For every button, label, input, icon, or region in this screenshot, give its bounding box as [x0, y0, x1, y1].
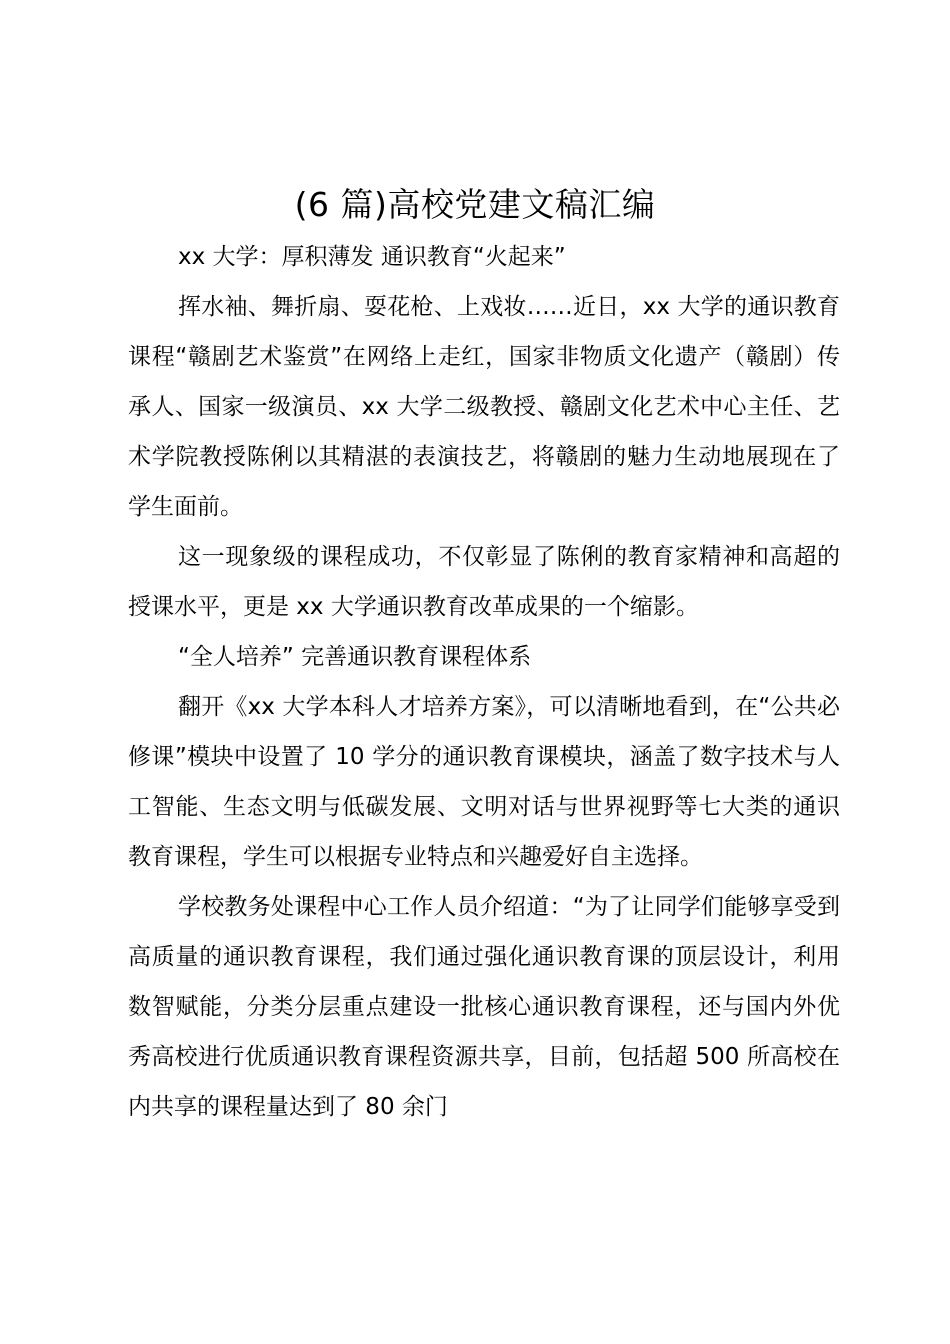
body-paragraph: 学校教务处课程中心工作人员介绍道：“为了让同学们能够享受到高质量的通识教育课程，我们通过强化通识教育课的顶层设计，利用数智赋能，分类分层重点建设一批核心通识教育课程，还与国内外优秀高校进行优质通识教育课程资源共享，目前，包括超 500 所高校在内共享的课程量达到了 80 余门	[128, 894, 840, 1120]
body-paragraph: 这一现象级的课程成功，不仅彰显了陈俐的教育家精神和高超的授课水平，更是 xx 大学通识教育改革成果的一个缩影。	[128, 544, 840, 620]
document-body	[128, 232, 840, 1132]
section-heading: xx 大学：厚积薄发 通识教育“火起来”	[178, 244, 566, 270]
document-title: (6 篇)高校党建文稿汇编	[294, 185, 656, 224]
body-paragraph: 挥水袖、舞折扇、耍花枪、上戏妆……近日，xx 大学的通识教育课程“赣剧艺术鉴赏”在网络上走红，国家非物质文化遗产（赣剧）传承人、国家一级演员、xx 大学二级教授、赣剧文化艺术中心主任、艺术学院教授陈俐以其精湛的表演技艺，将赣剧的魅力生动地展现在了学生面前。	[128, 294, 840, 520]
subsection-heading: “全人培养” 完善通识教育课程体系	[178, 644, 532, 670]
body-paragraph: 翻开《xx 大学本科人才培养方案》，可以清晰地看到，在“公共必修课”模块中设置了 10 学分的通识教育课模块，涵盖了数字技术与人工智能、生态文明与低碳发展、文明对话与世界视野等七大类的通识教育课程，学生可以根据专业特点和兴趣爱好自主选择。	[128, 694, 840, 870]
